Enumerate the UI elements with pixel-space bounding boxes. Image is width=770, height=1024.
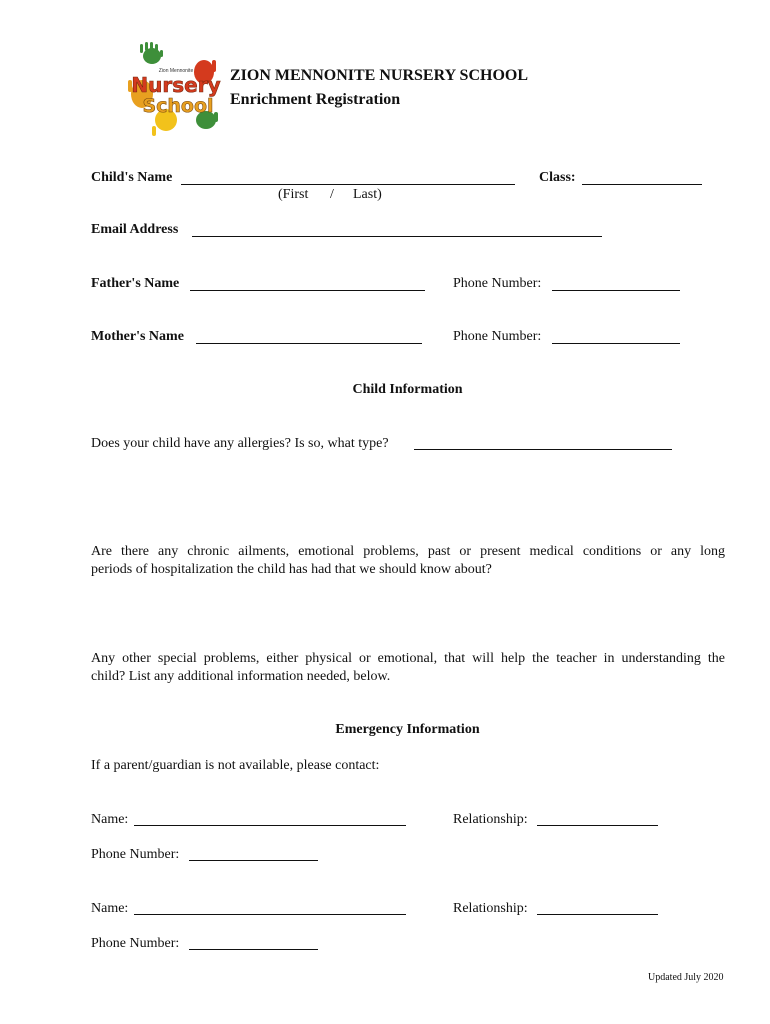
class-label: Class: [539, 170, 576, 185]
name-hint-separator: / [330, 187, 334, 202]
logo-text-school: School [142, 95, 214, 117]
contact2-phone-label: Phone Number: [91, 936, 180, 951]
school-name: ZION MENNONITE NURSERY SCHOOL [230, 67, 528, 84]
emergency-intro: If a parent/guardian is not available, please contact: [91, 758, 380, 773]
childs-name-input[interactable] [181, 184, 515, 185]
contact1-phone-label: Phone Number: [91, 847, 180, 862]
school-logo [128, 42, 224, 138]
mother-name-label: Mother's Name [91, 329, 184, 344]
contact2-relationship-label: Relationship: [453, 901, 528, 916]
special-question-line2: child? List any additional information needed, below. [91, 669, 391, 684]
contact1-relationship-label: Relationship: [453, 812, 528, 827]
contact2-relationship-input[interactable] [537, 914, 658, 915]
updated-date: Updated July 2020 [648, 972, 724, 983]
childs-name-label: Child's Name [91, 170, 173, 185]
special-question-line1: Any other special problems, either physical or emotional, that will help the teacher in understanding the [91, 651, 725, 666]
father-name-input[interactable] [190, 290, 425, 291]
child-info-heading: Child Information [352, 382, 463, 397]
mother-phone-input[interactable] [552, 343, 680, 344]
emergency-heading: Emergency Information [335, 722, 480, 737]
contact1-phone-input[interactable] [189, 860, 318, 861]
father-phone-input[interactable] [552, 290, 680, 291]
allergies-question: Does your child have any allergies? Is so, what type? [91, 436, 389, 451]
contact2-phone-input[interactable] [189, 949, 318, 950]
chronic-question-line1: Are there any chronic ailments, emotional problems, past or present medical conditions or any long [91, 544, 725, 559]
father-phone-label: Phone Number: [453, 276, 542, 291]
email-label: Email Address [91, 222, 179, 237]
name-hint-last: Last) [353, 187, 382, 202]
green-handprint-icon [140, 42, 163, 64]
logo-small-text: Zion Mennonite [158, 68, 194, 74]
chronic-question-line2: periods of hospitalization the child has had that we should know about? [91, 562, 492, 577]
logo-text-nursery: Nursery [131, 73, 221, 97]
mother-phone-label: Phone Number: [453, 329, 542, 344]
contact2-name-input[interactable] [134, 914, 406, 915]
contact1-relationship-input[interactable] [537, 825, 658, 826]
allergies-input[interactable] [414, 449, 672, 450]
class-input[interactable] [582, 184, 702, 185]
mother-name-input[interactable] [196, 343, 422, 344]
contact2-name-label: Name: [91, 901, 129, 916]
name-hint-first: (First [278, 187, 309, 202]
contact1-name-input[interactable] [134, 825, 406, 826]
form-title: Enrichment Registration [230, 91, 401, 108]
contact1-name-label: Name: [91, 812, 129, 827]
father-name-label: Father's Name [91, 276, 180, 291]
email-input[interactable] [192, 236, 602, 237]
